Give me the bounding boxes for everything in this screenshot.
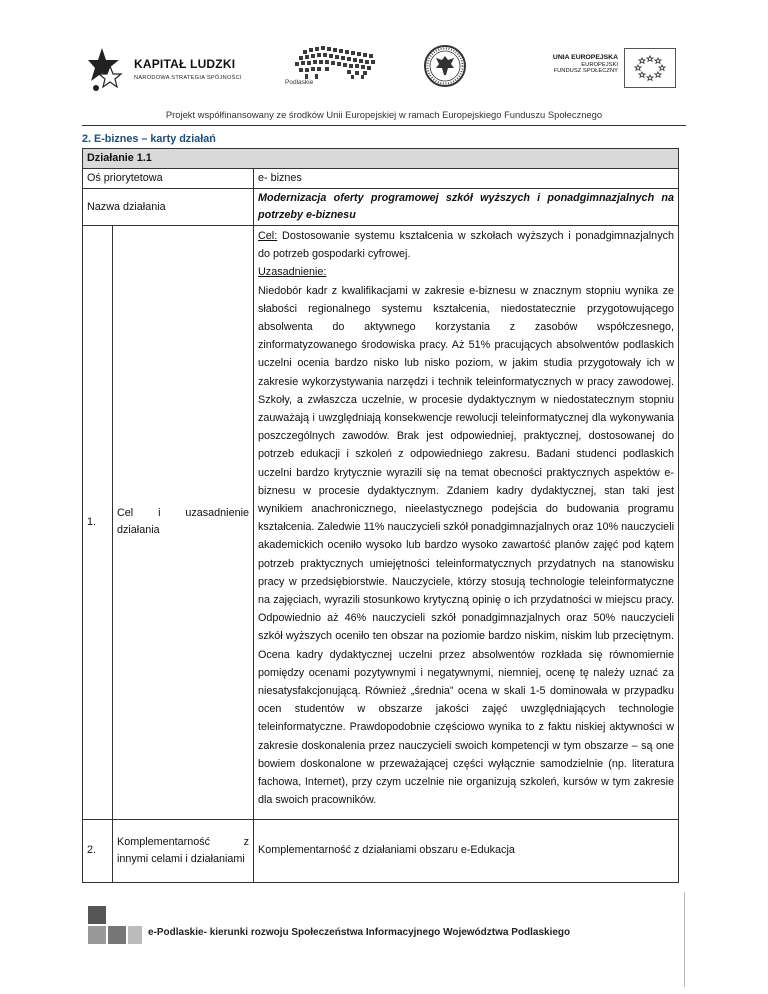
table-row bbox=[83, 819, 679, 882]
kapital-ludzki-logo bbox=[88, 44, 248, 94]
header-divider bbox=[82, 125, 686, 126]
name-label: Nazwa działania bbox=[83, 189, 254, 226]
goal-row-label: Cel i uzasadnienie działania bbox=[117, 507, 249, 537]
table-row bbox=[83, 169, 679, 189]
table-row bbox=[83, 189, 679, 226]
eagle-seal-icon bbox=[423, 44, 467, 88]
podlaskie-logo bbox=[285, 44, 415, 94]
complementarity-value: Komplementarność z działaniami obszaru e-Edukacja bbox=[254, 819, 679, 882]
kapital-ludzki-title: KAPITAŁ LUDZKI bbox=[134, 57, 236, 71]
eu-title: UNIA EUROPEJSKA bbox=[552, 54, 618, 61]
row-number: 2. bbox=[83, 819, 113, 882]
goal-label: Cel: bbox=[258, 230, 278, 242]
action-title: Działanie 1.1 bbox=[83, 149, 679, 169]
footer-text: e-Podlaskie- kierunki rozwoju Społeczeństwa Informacyjnego Województwa Podlaskiego bbox=[148, 927, 571, 938]
row-label: Komplementarność z innymi celami i działaniami bbox=[113, 819, 254, 882]
footer-square bbox=[88, 906, 106, 924]
footer-square bbox=[88, 926, 106, 944]
podlaskie-label: Podlaskie bbox=[285, 79, 314, 86]
kapital-ludzki-star-icon bbox=[88, 44, 132, 94]
eu-text-block bbox=[546, 54, 618, 75]
goal-cell bbox=[254, 226, 679, 820]
university-seal-logo bbox=[423, 44, 467, 88]
eu-line-1: EUROPEJSKI bbox=[581, 61, 618, 68]
table-title-row bbox=[83, 149, 679, 169]
justification-label-line bbox=[258, 263, 674, 281]
bison-icon bbox=[285, 44, 415, 80]
axis-label: Oś priorytetowa bbox=[83, 169, 254, 189]
table-row bbox=[83, 226, 679, 820]
section-heading: 2. E-biznes – karty działań bbox=[82, 133, 216, 145]
kapital-ludzki-subtitle: NARODOWA STRATEGIA SPÓJNOŚCI bbox=[134, 75, 242, 81]
row-number: 1. bbox=[83, 226, 113, 820]
goal-text: Dostosowanie systemu kształcenia w szkołach wyższych i ponadgimnazjalnych do potrzeb gospodarki cyfrowej. bbox=[258, 230, 674, 261]
eu-flag-icon bbox=[624, 48, 676, 88]
action-card-table bbox=[82, 148, 679, 883]
axis-value: e- biznes bbox=[254, 169, 679, 189]
eu-line-2: FUNDUSZ SPOŁECZNY bbox=[553, 68, 618, 75]
row-label bbox=[113, 226, 254, 820]
footer-square bbox=[128, 926, 142, 944]
footer-divider bbox=[684, 892, 685, 987]
justification-text: Niedobór kadr z kwalifikacjami w zakresie e-biznesu w znacznym stopniu wynika ze słabości regionalnego systemu kształcenia, niedostatecznie przygotowującego absolwenta do aktywnego korzystania z zasobów współczesnego, zinformatyzowanego środowiska pracy. Aż 51% pracujących absolwentów podlaskich uczelni ocenia bardzo nisko lub nisko poziom, w jakim studia przygotowały ich w zakresie wykorzystywania narzędzi i technik teleinformatycznych w pracy zawodowej. Szkoły, a zwłaszcza uczelnie, w procesie dydaktycznym w niedostatecznym stopniu zauważają i uwzględniają konsekwencje rewolucji teleinformatycznej dla wykonywania poszczególnych zawodów. Brak jest odpowiedniej, praktycznej, dostosowanej do potrzeb edukacji i szkoleń z odpowiedniego zakresu. Badani studenci podlaskich uczelni bardzo krytycznie wyrazili się na temat obecności praktycznych aspektów e-biznesu w procesie dydaktycznym. Zdaniem kadry dydaktycznej, stan taki jest wynikiem anachronicznego, nieelastycznego podejścia do budowania programu kształcenia. Zaledwie 11% nauczycieli szkół ponadgimnazjalnych oraz 10% nauczycieli akademickich oceniło wysoko lub bardzo wysoko zawartość planów zajęć pod kątem potrzeb praktycznych umiejętności teleinformatycznych przydatnych na stanowisku pracy w przedsiębiorstwie. Nauczyciele, którzy stosują technologie teleinformatyczne na zajęciach, wyrazili stosunkowo krytyczną opinię o ich przydatności w miejscu pracy. Odpowiednio aż 46% nauczycieli szkół ponadgimnazjalnych oraz 50% nauczycieli szkół wyższych oceniło ten obszar na poziomie bardzo niskim, niskim lub przeciętnym. Ocena kadry dydaktycznej uczelni przez absolwentów rozkłada się równomiernie pomiędzy ocenami pozytywnymi i negatywnymi, niemniej, ocenę tę należy uznać za niesatysfakcjonującą. Również „średnia” ocena w skali 1-5 dominowała w przypadku ocen studentów w obszarze jakości zajęć uwzględniających technologie teleinformatyczne. Prawdopodobnie częściowo wynika to z faktu niskiej aktywności w zakresie doskonalenia przez nauczycieli swoich kompetencji w tym obszarze – są one bowiem doskonalone w przeważającej części wyłącznie samodzielnie (np. literatura fachowa, Internet), przy czym uczelnie nie organizują szkoleń, kursów w tym zakresie dla swoich pracowników. bbox=[258, 284, 674, 807]
justification-label: Uzasadnienie: bbox=[258, 266, 327, 279]
footer-square bbox=[108, 926, 126, 944]
project-caption: Projekt współfinansowany ze środków Unii Europejskiej w ramach Europejskiego Funduszu Społecznego bbox=[165, 109, 603, 120]
goal-paragraph bbox=[258, 227, 674, 263]
name-value: Modernizacja oferty programowej szkół wyższych i ponadgimnazjalnych na potrzeby e-biznesu bbox=[254, 189, 679, 226]
